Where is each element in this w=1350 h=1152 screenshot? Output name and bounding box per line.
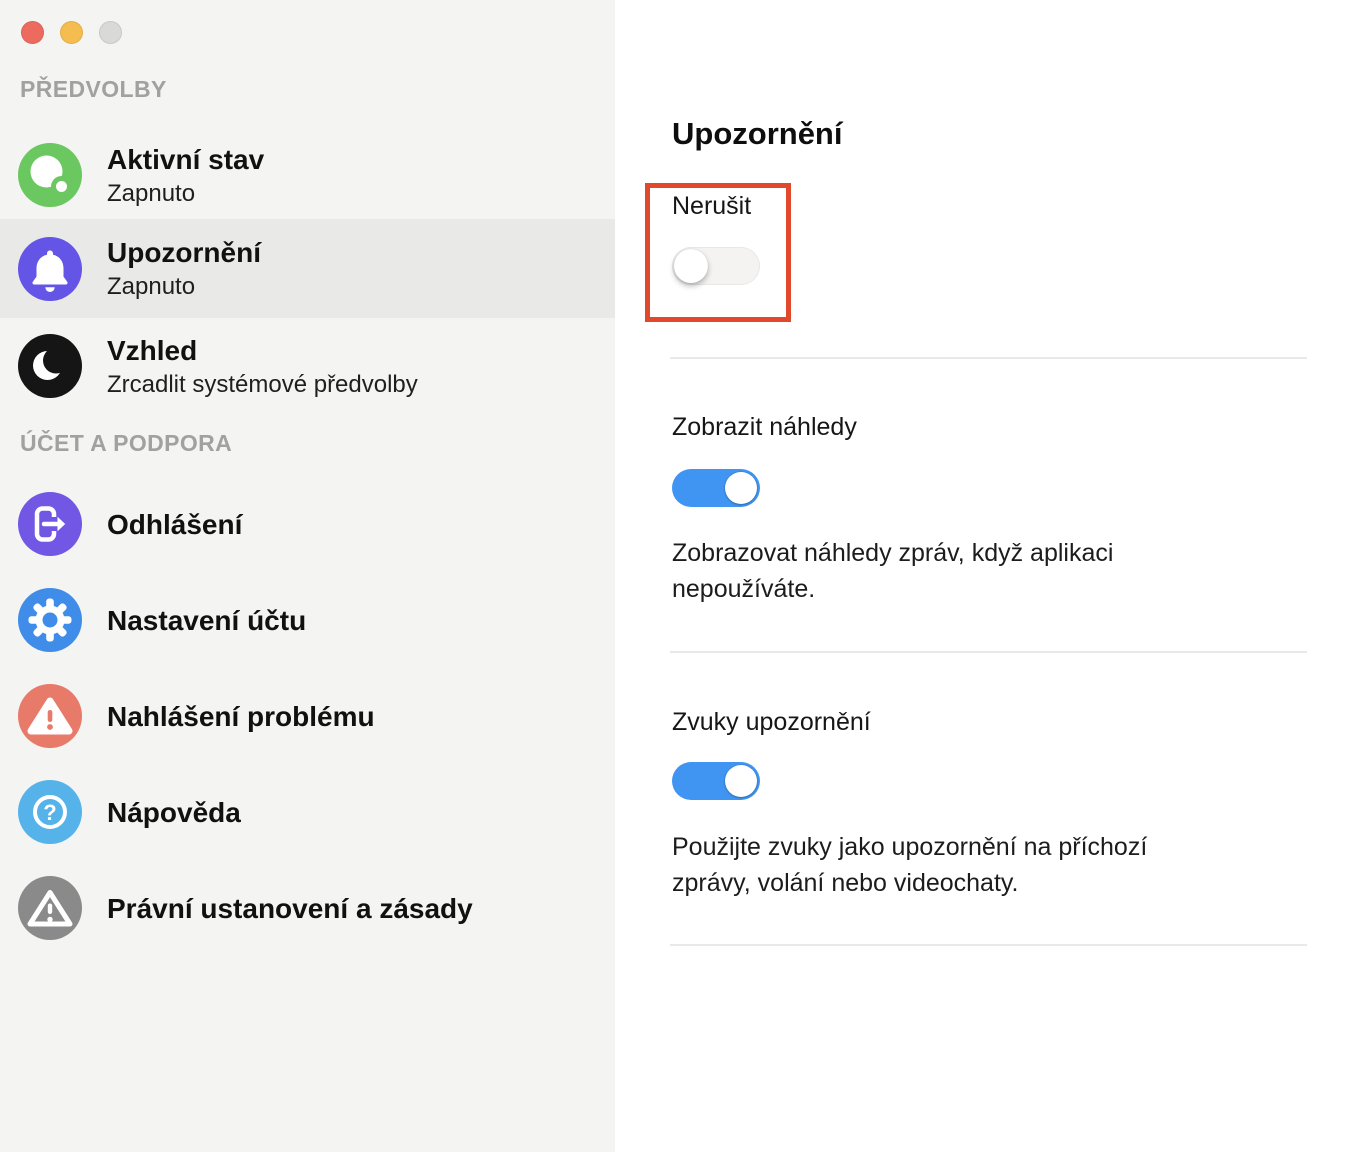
- sidebar-item-appearance[interactable]: [0, 318, 615, 414]
- sidebar-item-subtitle: Zapnuto: [107, 273, 196, 300]
- do-not-disturb-label: Nerušit: [672, 192, 752, 220]
- sidebar-item-title: Právní ustanovení a zásady: [107, 892, 473, 924]
- sidebar-item-subtitle: Zrcadlit systémové předvolby: [107, 370, 418, 398]
- sidebar-item-title: Nahlášení problému: [107, 700, 375, 732]
- toggle-knob: [725, 472, 757, 504]
- warning-icon: [18, 684, 82, 748]
- question-icon: [18, 780, 82, 844]
- sidebar-item-report-problem[interactable]: [0, 668, 615, 764]
- active-status-icon: [18, 143, 82, 207]
- notification-sounds-toggle[interactable]: [672, 762, 760, 800]
- sidebar-item-title: Vzhled: [107, 334, 198, 366]
- close-window-button[interactable]: [21, 21, 44, 44]
- sidebar-item-title: Aktivní stav: [107, 143, 265, 175]
- notifications-settings-panel: [615, 0, 1350, 1152]
- minimize-window-button[interactable]: [60, 21, 83, 44]
- window-controls: [21, 21, 122, 44]
- divider: [670, 944, 1307, 946]
- section-header-preferences: PŘEDVOLBY: [20, 76, 167, 102]
- sidebar-item-title: Nastavení účtu: [107, 604, 307, 636]
- sidebar-item-help[interactable]: [0, 764, 615, 860]
- show-previews-description: Zobrazovat náhledy zpráv, když aplikaci nepoužíváte.: [672, 539, 1114, 603]
- notification-sounds-label: Zvuky upozornění: [672, 708, 871, 736]
- gear-icon: [18, 588, 82, 652]
- sidebar-item-active-status[interactable]: [0, 127, 615, 223]
- sidebar-item-title: Odhlášení: [107, 508, 243, 540]
- bell-icon: [18, 237, 82, 301]
- moon-icon: [18, 334, 82, 398]
- toggle-knob: [725, 765, 757, 797]
- sidebar-item-subtitle: Zapnuto: [107, 179, 196, 207]
- sidebar-item-notifications[interactable]: [0, 219, 615, 318]
- preferences-sidebar: [0, 0, 615, 1152]
- divider: [670, 357, 1307, 359]
- section-header-account-support: ÚČET A PODPORA: [20, 430, 233, 456]
- page-title: Upozornění: [672, 116, 843, 151]
- logout-icon: [18, 492, 82, 556]
- toggle-knob: [674, 249, 708, 283]
- sidebar-item-title: Nápověda: [107, 796, 241, 828]
- sidebar-item-title: Upozornění: [107, 237, 261, 268]
- legal-warning-icon: [18, 876, 82, 940]
- zoom-window-button[interactable]: [99, 21, 122, 44]
- svg-text:?: ?: [43, 800, 57, 825]
- divider: [670, 651, 1307, 653]
- sidebar-item-account-settings[interactable]: [0, 572, 615, 668]
- notification-sounds-description: Použijte zvuky jako upozornění na příchozí zprávy, volání nebo videochaty.: [672, 833, 1148, 897]
- sidebar-item-logout[interactable]: [0, 476, 615, 572]
- show-previews-label: Zobrazit náhledy: [672, 413, 857, 441]
- do-not-disturb-toggle[interactable]: [672, 247, 760, 285]
- sidebar-item-legal-policies[interactable]: [0, 860, 615, 956]
- show-previews-toggle[interactable]: [672, 469, 760, 507]
